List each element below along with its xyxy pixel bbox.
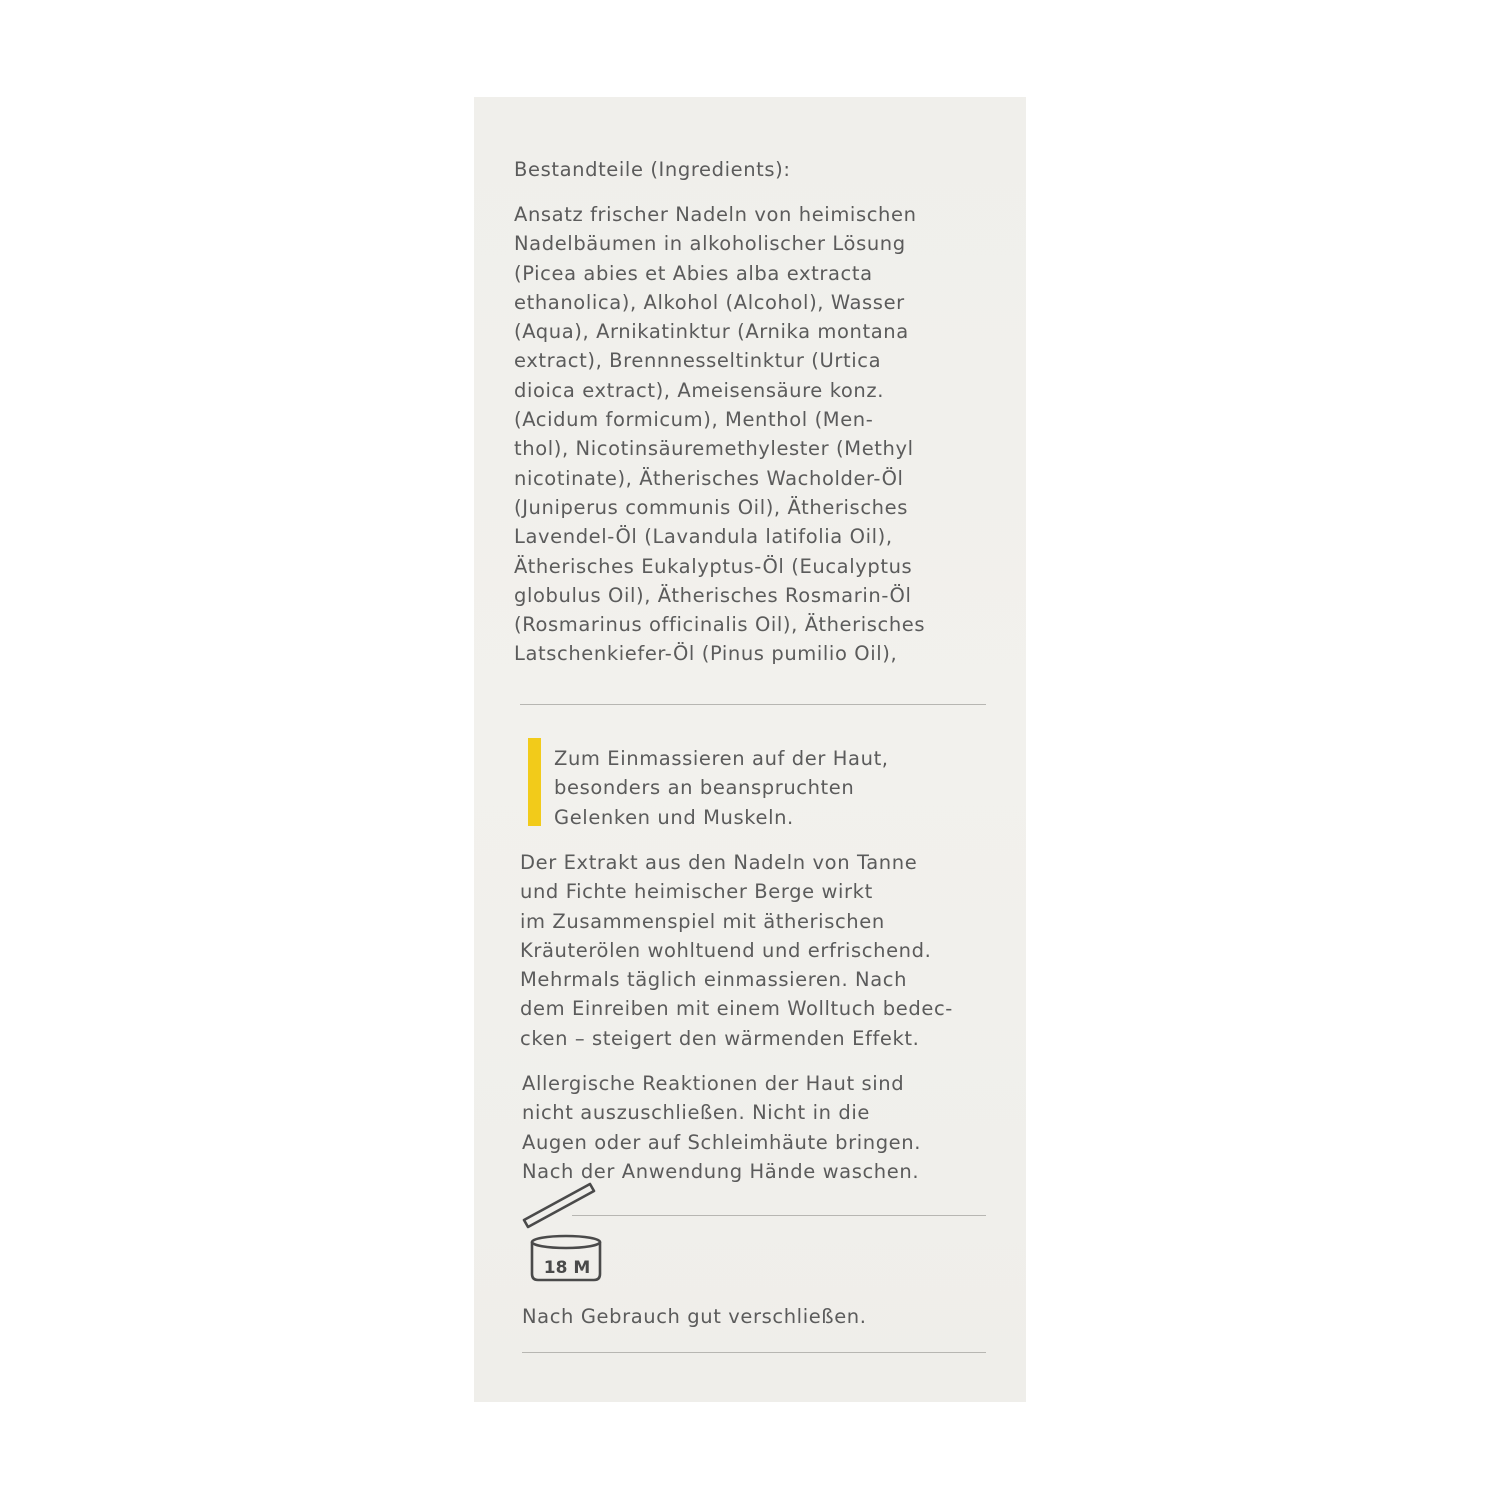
ingredients-line: Nadelbäumen in alkoholischer Lösung [514,232,906,256]
warning-line: Nach der Anwendung Hände waschen. [522,1159,920,1183]
section-divider [572,1215,986,1216]
ingredients-line: thol), Nicotinsäuremethylester (Methyl [514,437,914,461]
usage-accent-bar [528,738,541,826]
ingredients-heading: Bestandteile (Ingredients): [514,158,791,181]
ingredients-line: Ätherisches Eukalyptus-Öl (Eucalyptus [514,554,913,578]
ingredients-text [514,200,925,669]
description-line: Kräuterölen wohltuend und erfrischend. [520,938,932,962]
ingredients-line: (Rosmarinus officinalis Oil), Ätherisches [514,613,926,637]
description-line: Der Extrakt aus den Nadeln von Tanne [520,851,918,874]
ingredients-line: ethanolica), Alkohol (Alcohol), Wasser [514,290,905,314]
ingredients-line: Ansatz frischer Nadeln von heimischen [514,203,917,226]
description-text [520,848,953,1053]
package-panel [474,97,1026,1402]
ingredients-line: dioica extract), Ameisensäure konz. [514,378,885,402]
ingredients-line: nicotinate), Ätherisches Wacholder-Öl [514,466,904,490]
section-divider [520,704,986,705]
usage-line: Gelenken und Muskeln. [554,805,794,829]
ingredients-line: extract), Brennnesseltinktur (Urtica [514,349,882,373]
ingredients-line: globulus Oil), Ätherisches Rosmarin-Öl [514,583,912,607]
description-line: cken – steigert den wärmenden Effekt. [520,1026,920,1050]
usage-line: Zum Einmassieren auf der Haut, [554,747,889,770]
warning-line: Allergische Reaktionen der Haut sind [522,1072,905,1095]
warning-text [522,1069,921,1186]
description-line: Mehrmals täglich einmassieren. Nach [520,968,908,992]
pao-label: 18 M [543,1258,591,1278]
ingredients-line: Lavendel-Öl (Lavandula latifolia Oil), [514,525,893,549]
description-line: im Zusammenspiel mit ätherischen [520,909,885,933]
closing-text: Nach Gebrauch gut verschließen. [522,1305,867,1328]
ingredients-line: (Picea abies et Abies alba extracta [514,261,873,285]
description-line: und Fichte heimischer Berge wirkt [520,880,873,904]
section-divider [522,1352,986,1353]
description-line: dem Einreiben mit einem Wolltuch bedec- [520,997,953,1021]
ingredients-line: (Aqua), Arnikatinktur (Arnika montana [514,320,909,344]
usage-text [554,744,889,832]
warning-line: nicht auszuschließen. Nicht in die [522,1101,870,1125]
ingredients-line: (Acidum formicum), Menthol (Men- [514,408,874,432]
ingredients-line: (Juniperus communis Oil), Ätherisches [514,495,908,519]
ingredients-line: Latschenkiefer-Öl (Pinus pumilio Oil), [514,642,898,666]
warning-line: Augen oder auf Schleimhäute bringen. [522,1130,922,1154]
usage-line: besonders an beanspruchten [554,776,855,800]
